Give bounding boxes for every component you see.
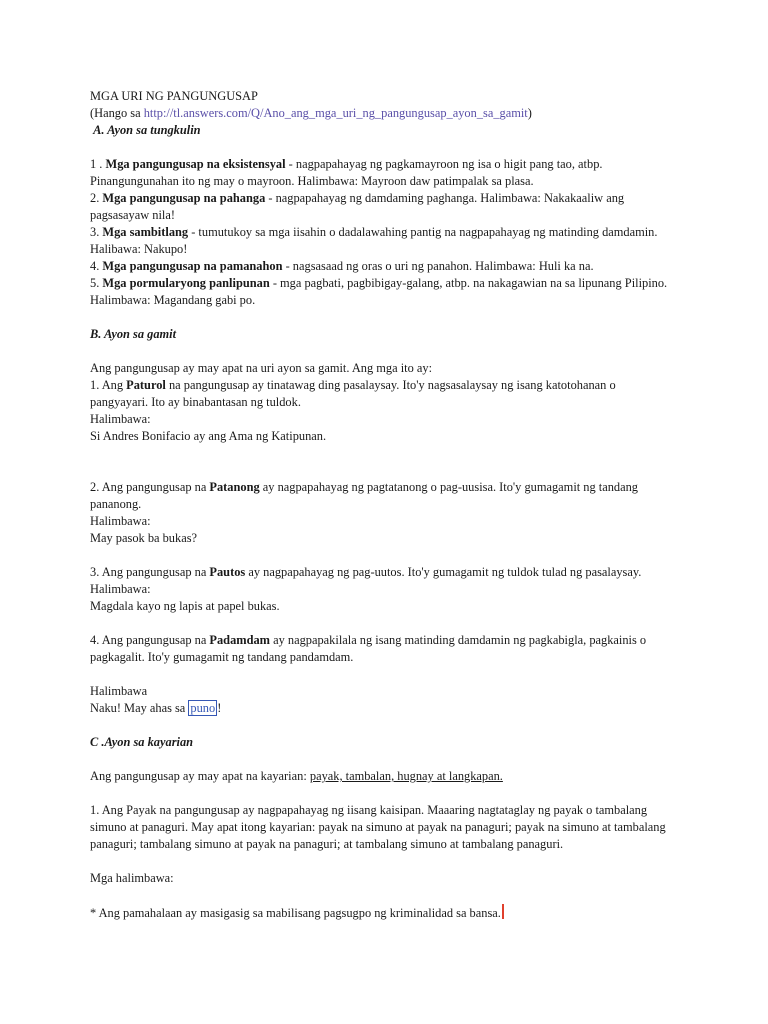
text-line: simuno at panaguri. May apat itong kayarian: payak na simuno at payak na panaguri; payak na simuno at tambalang [90, 820, 666, 834]
document-title: MGA URI NG PANGUNGUSAP [90, 89, 258, 103]
examples-label: Mga halimbawa: [90, 871, 174, 885]
spacer [90, 887, 690, 904]
section-a-item-2 [90, 190, 690, 224]
text-line: Halimbawa: [90, 412, 151, 426]
text-span: - nagpapahayag ng damdaming paghanga. Halimbawa: Nakakaaliw ang [265, 191, 625, 205]
section-c-paragraph-1 [90, 802, 690, 853]
source-line [90, 105, 690, 122]
text-span: ay nagpapahayag ng pag-uutos. Ito'y gumagamit ng tuldok tulad ng pasalaysay. [245, 565, 642, 579]
section-b-item-2 [90, 479, 690, 547]
text-line [90, 479, 690, 496]
text-span: na pangungusap ay tinatawag ding pasalaysay. Ito'y nagsasalaysay ng isang katotohanan o [165, 378, 616, 392]
highlighted-word[interactable]: puno [190, 701, 216, 715]
text-span: 1. Ang [90, 378, 127, 392]
spacer [90, 666, 690, 683]
spacer [90, 853, 690, 870]
text-span: * Ang pamahalaan ay masigasig sa mabilisang pagsugpo ng kriminalidad sa bansa. [90, 906, 501, 920]
section-a-item-1 [90, 156, 690, 190]
text-span: - mga pagbati, pagbibigay-galang, atbp. na nakagawian na sa lipunang Pilipino. [269, 276, 668, 290]
text-span: - tumutukoy sa mga iisahin o dadalawahing pantig na nagpapahayag ng matinding damdamin. [188, 225, 658, 239]
text-line: pagkagalit. Ito'y gumagamit ng tandang pandamdam. [90, 650, 354, 664]
text-span: 3. [90, 225, 103, 239]
term: Mga pormularyong panlipunan [102, 276, 270, 290]
text-line [90, 700, 690, 717]
section-a-item-5 [90, 275, 690, 309]
text-span: 1 . [90, 157, 106, 171]
section-b-heading: B. Ayon sa gamit [90, 327, 177, 341]
text-line [90, 632, 690, 649]
text-line [90, 156, 690, 173]
spacer [90, 547, 690, 564]
section-b-item-3 [90, 564, 690, 615]
text-span: Ang pangungusap ay may apat na kayarian: [90, 769, 310, 783]
bold-term: Pautos [209, 565, 246, 579]
text-line: pangyayari. Ito ay binabantasan ng tuldok. [90, 395, 301, 409]
text-line: Halibawa: Nakupo! [90, 242, 188, 256]
spacer [90, 717, 690, 734]
text-line: pananong. [90, 497, 142, 511]
text-span: 2. Ang pangungusap na [90, 480, 210, 494]
text-span: ay nagpapakilala ng isang matinding damdamin ng pagkabigla, pagkainis o [270, 633, 647, 647]
spacer [90, 445, 690, 479]
section-b-item-1 [90, 377, 690, 445]
text-line [90, 190, 690, 207]
section-c-heading: C .Ayon sa kayarian [90, 735, 194, 749]
text-span: - nagpapahayag ng pagkamayroon ng isa o higit pang tao, atbp. [285, 157, 603, 171]
text-line: Halimbawa: [90, 582, 151, 596]
spacer [90, 751, 690, 768]
text-span: 5. [90, 276, 103, 290]
text-span: A. Ayon sa tungkulin [93, 123, 201, 137]
text-line: Halimbawa [90, 684, 148, 698]
term: Mga pangungusap na pamanahon [102, 259, 283, 273]
spacer [90, 615, 690, 632]
section-c-intro [90, 768, 690, 785]
source-suffix: ) [527, 106, 532, 120]
document-page [90, 88, 690, 922]
spacer [90, 343, 690, 360]
spacer [90, 309, 690, 326]
kayarian-list: payak, tambalan, hugnay at langkapan. [309, 769, 503, 783]
section-b-intro: Ang pangungusap ay may apat na uri ayon sa gamit. Ang mga ito ay: [90, 361, 433, 375]
text-line [90, 564, 690, 581]
text-cursor [502, 904, 504, 919]
text-span: 3. Ang pangungusap na [90, 565, 210, 579]
section-a-heading [90, 122, 690, 139]
bold-term: Patanong [209, 480, 260, 494]
term: Mga pangungusap na eksistensyal [105, 157, 286, 171]
text-span: ! [217, 701, 222, 715]
text-span: ay nagpapahayag ng pagtatanong o pag-uusisa. Ito'y gumagamit ng tandang [259, 480, 639, 494]
bold-term: Padamdam [209, 633, 271, 647]
text-line [90, 258, 690, 275]
section-a-item-4 [90, 258, 690, 275]
text-span: 4. Ang pangungusap na [90, 633, 210, 647]
text-line: pagsasayaw nila! [90, 208, 175, 222]
text-span: - nagsasaad ng oras o uri ng panahon. Halimbawa: Huli ka na. [282, 259, 594, 273]
source-link[interactable]: http://tl.answers.com/Q/Ano_ang_mga_uri_ng_pangungusap_ayon_sa_gamit [143, 106, 528, 120]
text-line: panaguri; tambalang simuno at payak na panaguri; at tambalang simuno at tambalang panaguri. [90, 837, 564, 851]
text-line [90, 275, 690, 292]
text-line: May pasok ba bukas? [90, 531, 198, 545]
text-line: Si Andres Bonifacio ay ang Ama ng Katipunan. [90, 429, 327, 443]
text-line: Halimbawa: [90, 514, 151, 528]
text-span: 4. [90, 259, 103, 273]
text-line: Pinangungunahan ito ng may o mayroon. Halimbawa: Mayroon daw patimpalak sa plasa. [90, 174, 534, 188]
section-b-item-4 [90, 632, 690, 717]
bold-term: Paturol [126, 378, 166, 392]
example-1 [90, 904, 690, 922]
term: Mga pangungusap na pahanga [102, 191, 266, 205]
spacer [90, 785, 690, 802]
text-line [90, 377, 690, 394]
spacer [90, 139, 690, 156]
source-prefix: (Hango sa [90, 106, 144, 120]
text-span: 2. [90, 191, 103, 205]
section-a-item-3 [90, 224, 690, 258]
term: Mga sambitlang [102, 225, 189, 239]
text-line: Halimbawa: Magandang gabi po. [90, 293, 256, 307]
text-line: 1. Ang Payak na pangungusap ay nagpapahayag ng iisang kaisipan. Maaaring nagtataglay ng payak o tambalang [90, 803, 648, 817]
text-line [90, 224, 690, 241]
text-span: Naku! May ahas sa [90, 701, 189, 715]
text-line: Magdala kayo ng lapis at papel bukas. [90, 599, 280, 613]
